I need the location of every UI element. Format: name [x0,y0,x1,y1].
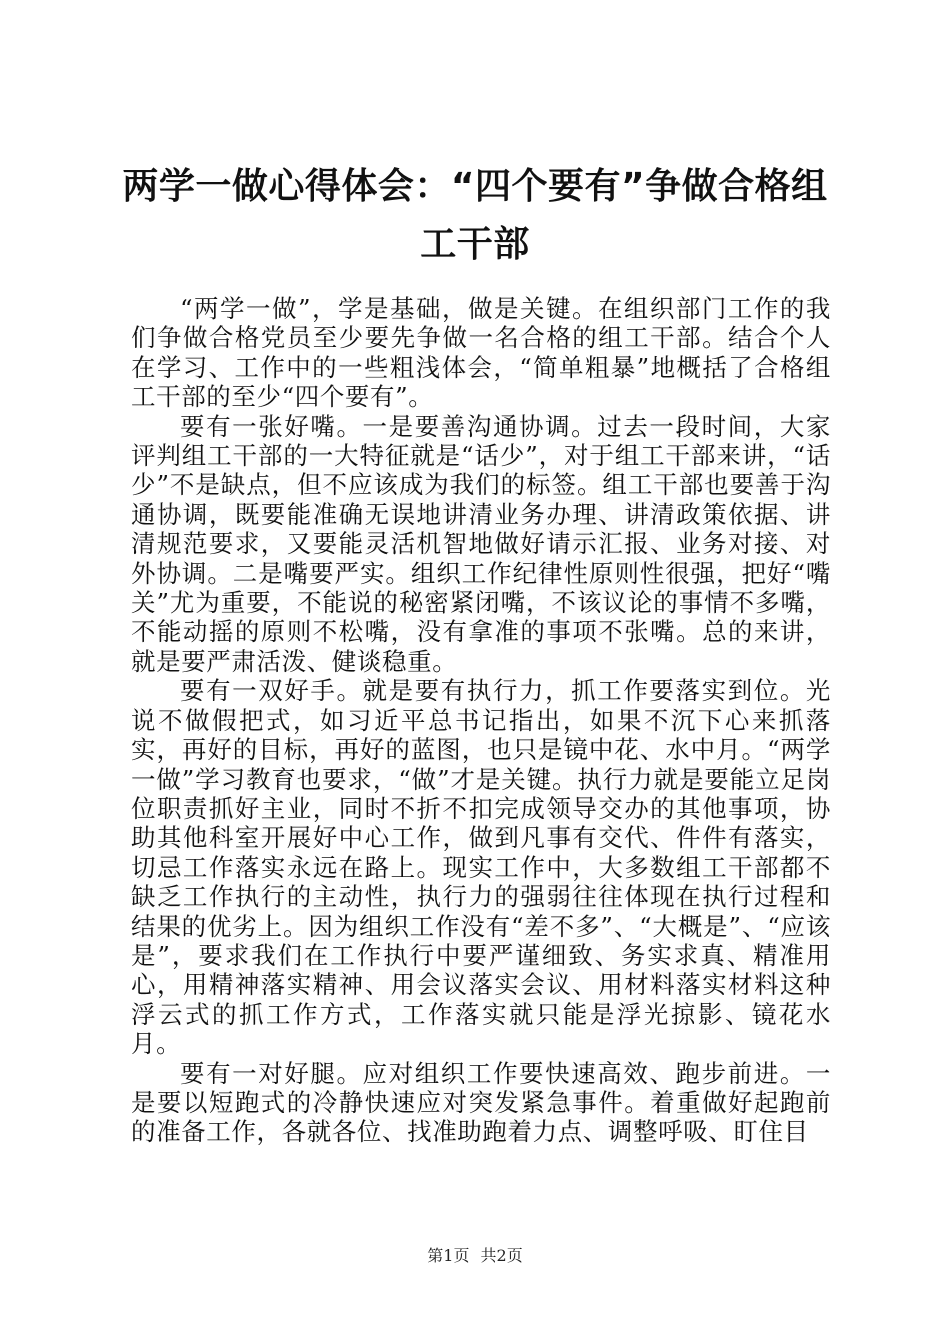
paragraph-good-mouth: 要有一张好嘴。一是要善沟通协调。过去一段时间，大家评判组工干部的一大特征就是“话少”，对于组工干部来讲，“话少”不是缺点，但不应该成为我们的标签。组工干部也要善于沟通协调，既要能准确无误地讲清业务办理、讲清政策依据、讲清规范要求，又要能灵活机智地做好请示汇报、业务对接、对外协调。二是嘴要严实。组织工作纪律性原则性很强，把好“嘴关”尤为重要，不能说的秘密紧闭嘴，不该议论的事情不多嘴，不能动摇的原则不松嘴，没有拿准的事项不张嘴。总的来讲，就是要严肃活泼、健谈稳重。 [131,411,831,676]
paragraph-good-legs: 要有一对好腿。应对组织工作要快速高效、跑步前进。一是要以短跑式的冷静快速应对突发紧急事件。着重做好起跑前的准备工作，各就各位、找准助跑着力点、调整呼吸、盯住目 [131,1058,831,1147]
document-body [131,294,831,1147]
page-number: 第1页 [427,1246,470,1265]
document-title: 两学一做心得体会：“四个要有”争做合格组工干部 [122,166,828,265]
paragraph-good-hands: 要有一双好手。就是要有执行力，抓工作要落实到位。光说不做假把式，如习近平总书记指出，如果不沉下心来抓落实，再好的目标，再好的蓝图，也只是镜中花、水中月。“两学一做”学习教育也要求，“做”才是关键。执行力就是要能立足岗位职责抓好主业，同时不折不扣完成领导交办的其他事项，协助其他科室开展好中心工作，做到凡事有交代、件件有落实，切忌工作落实永远在路上。现实工作中，大多数组工干部都不缺乏工作执行的主动性，执行力的强弱往往体现在执行过程和结果的优劣上。因为组织工作没有“差不多”、“大概是”、“应该是”，要求我们在工作执行中要严谨细致、务实求真、精准用心，用精神落实精神、用会议落实会议、用材料落实材料这种浮云式的抓工作方式，工作落实就只能是浮光掠影、镜花水月。 [131,676,831,1059]
page-footer [0,1243,950,1266]
page-total: 共2页 [480,1246,523,1265]
paragraph-intro: “两学一做”，学是基础，做是关键。在组织部门工作的我们争做合格党员至少要先争做一名合格的组工干部。结合个人在学习、工作中的一些粗浅体会，“简单粗暴”地概括了合格组工干部的至少“四个要有”。 [131,294,831,412]
